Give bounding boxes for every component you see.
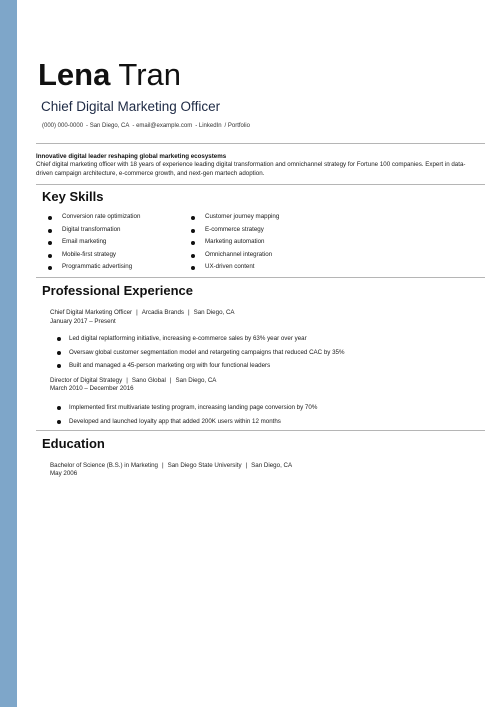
job-role: Director of Digital Strategy [50,377,123,384]
list-item [55,346,345,360]
contact-email[interactable]: email@example.com [136,123,193,129]
skills-left-column [48,211,140,274]
education-line: Bachelor of Science (B.S.) in Marketing | San Diego State University | San Diego, CA [50,462,293,469]
experience-heading: Professional Experience [42,283,194,298]
skill-label: Conversion rate optimization [62,213,141,220]
education-location: San Diego, CA [251,462,293,469]
summary-body: Chief digital marketing officer with 18 years of experience leading digital transformation and omnichannel strategy for Fortune 100 companies. Expert in data-driven campaign architecture, e-commerce growth, and next-gen martech adoption. [36,161,466,177]
skill-label: Marketing automation [205,238,265,246]
list-item [55,359,345,373]
bullet-icon [57,351,61,355]
skill-item [48,249,140,262]
skill-label: UX-driven content [205,263,255,271]
contact-linkedin[interactable]: LinkedIn [198,123,222,129]
skills-heading: Key Skills [42,189,104,204]
bullet-icon [48,266,52,270]
job-header: Director of Digital Strategy | Sano Global | San Diego, CA [50,377,217,384]
divider [36,430,485,431]
bullet-icon [48,241,52,245]
job-location: San Diego, CA [175,377,217,384]
bullet-text: Built and managed a 45-person marketing org with four functional leaders [69,362,271,369]
contact-line: (000) 000-0000 - San Diego, CA - email@example.com - LinkedIn / Portfolio [42,123,250,129]
skill-label: Programmatic advertising [62,263,133,271]
candidate-name [38,58,181,92]
list-item [55,332,345,346]
resume-page [17,0,500,707]
bullet-text: Oversaw global customer segmentation model and retargeting campaigns that reduced CAC by 35% [69,348,345,356]
bullet-icon [57,406,61,410]
bullet-text: Led digital replatforming initiative, increasing e-commerce sales by 63% year over year [69,335,307,342]
bullet-text: Implemented first multivariate testing program, increasing landing page conversion by 70% [69,404,318,411]
skill-item [191,249,279,262]
bullet-icon [48,254,52,258]
education-degree: Bachelor of Science (B.S.) in Marketing [50,462,158,469]
bullet-icon [57,364,61,368]
job-location: San Diego, CA [193,309,235,316]
contact-portfolio[interactable]: Portfolio [227,123,250,129]
skill-label: Digital transformation [62,225,121,233]
list-item [55,415,317,429]
bullet-icon [48,216,52,220]
bullet-icon [57,420,61,424]
skill-item [191,236,279,249]
bullet-icon [191,229,195,233]
bullet-icon [191,254,195,258]
last-name: Tran [118,57,182,92]
education-heading: Education [42,436,105,451]
bullet-icon [191,216,195,220]
job-dates: March 2010 – December 2016 [50,385,134,392]
first-name: Lena [38,57,111,92]
education-date: May 2006 [50,470,78,477]
skill-label: Omnichannel integration [205,250,273,258]
skill-label: Customer journey mapping [205,213,280,220]
skill-label: Mobile-first strategy [62,250,116,258]
bullet-text: Developed and launched loyalty app that added 200K users within 12 months [69,417,281,425]
bullet-icon [57,337,61,341]
skill-item [48,211,140,224]
skill-label: E-commerce strategy [205,225,264,233]
bullet-icon [191,241,195,245]
job-header: Chief Digital Marketing Officer | Arcadia Brands | San Diego, CA [50,309,235,316]
job-dates: January 2017 – Present [50,318,116,325]
skills-right-column [191,211,279,274]
divider [36,184,485,185]
list-item [55,401,317,415]
skill-item [48,236,140,249]
bullet-icon [48,229,52,233]
job-title: Chief Digital Marketing Officer [41,99,221,114]
skill-item [48,224,140,237]
summary-headline: Innovative digital leader reshaping global marketing ecosystems [36,153,227,160]
sidebar-accent-bar [0,0,17,707]
skill-item [191,224,279,237]
job-company: Sano Global [131,377,166,384]
contact-location: San Diego, CA [89,123,130,129]
job-bullets [55,332,345,373]
divider [36,143,485,144]
education-school: San Diego State University [167,462,242,469]
job-role: Chief Digital Marketing Officer [50,309,133,316]
skill-item [191,211,279,224]
contact-phone: (000) 000-0000 [42,123,84,129]
skill-label: Email marketing [62,238,107,246]
skill-item [48,261,140,274]
divider [36,277,485,278]
job-bullets [55,401,317,428]
skill-item [191,261,279,274]
bullet-icon [191,266,195,270]
job-company: Arcadia Brands [141,309,184,316]
